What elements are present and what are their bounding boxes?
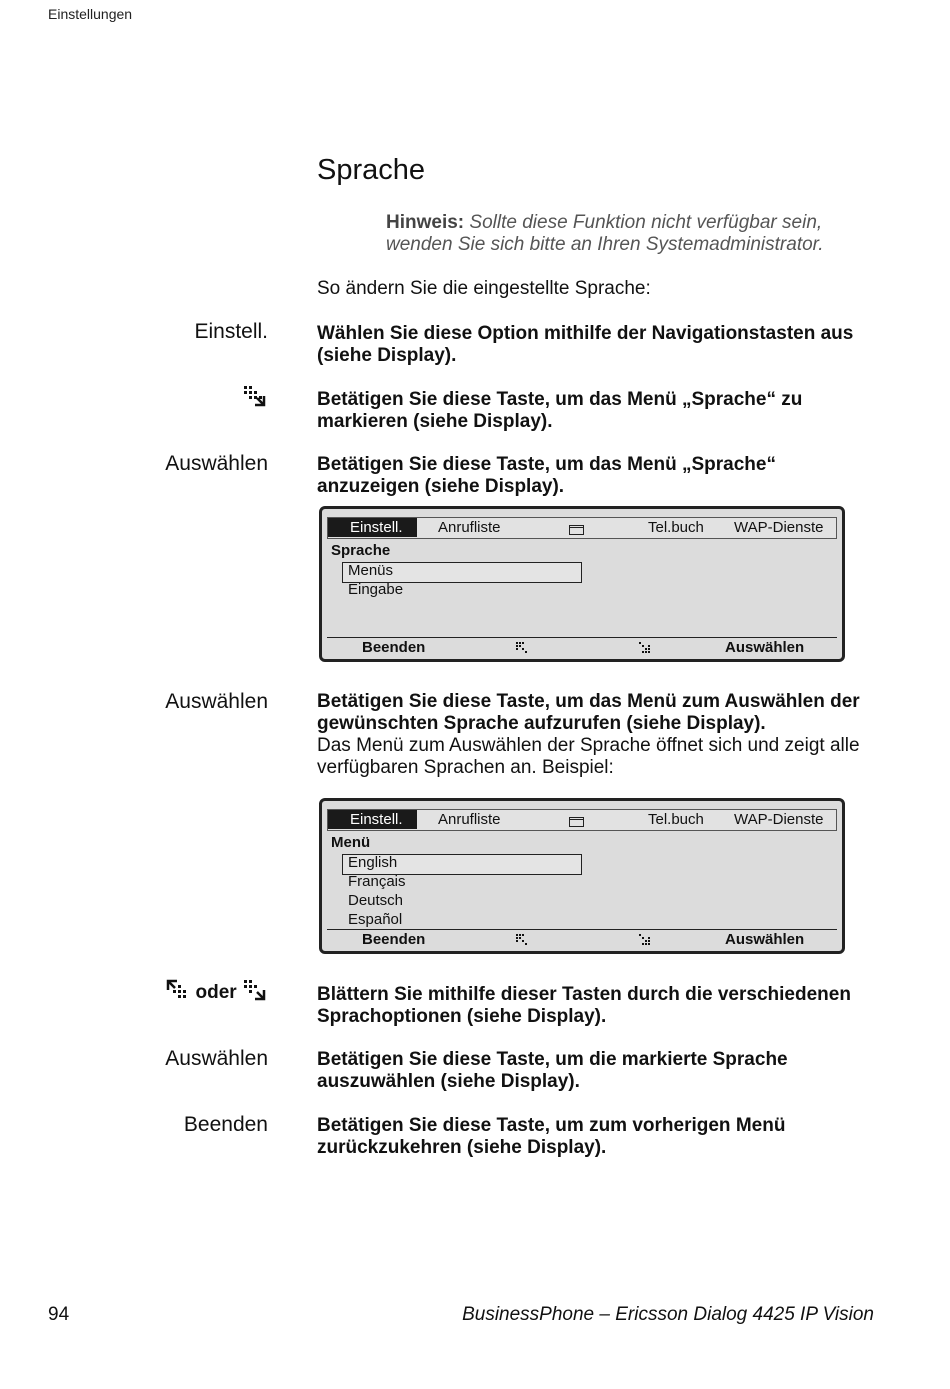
arrow-down-right-icon <box>242 384 268 414</box>
phone-display-menu <box>319 798 845 954</box>
arrow-down-right-icon <box>242 978 268 1004</box>
key-arrow-pair <box>164 978 268 1004</box>
display-tab: Anrufliste <box>438 811 501 828</box>
step-note-text: Das Menü zum Auswählen der Sprache öffnet sich und zeigt alle verfügbaren Sprachen an. Beispiel: <box>317 735 860 778</box>
page-number: 94 <box>48 1304 70 1325</box>
arrow-up-left-icon <box>164 978 190 1004</box>
display-tab: Tel.buch <box>648 811 704 828</box>
hint-text: Sollte diese Funktion nicht verfügbar sein, wenden Sie sich bitte an Ihren Systemadministrator. <box>386 212 824 255</box>
display-menu-item: Menüs <box>348 562 394 579</box>
display-softkey-bar <box>327 637 837 658</box>
step-main-text: Betätigen Sie diese Taste, um das Menü zum Auswählen der gewünschten Sprache aufzurufen (siehe Display). <box>317 691 860 734</box>
step-text: Betätigen Sie diese Taste, um das Menü „Sprache“ anzuzeigen (siehe Display). <box>317 454 776 497</box>
display-menu-item: Eingabe <box>348 581 404 598</box>
phone-display-sprache <box>319 506 845 662</box>
display-tab: Tel.buch <box>648 519 704 536</box>
hint-label: Hinweis: <box>386 212 465 233</box>
step-text: Wählen Sie diese Option mithilfe der Navigationstasten aus (siehe Display). <box>317 323 854 366</box>
softkey-left: Beenden <box>362 931 426 948</box>
display-tab: WAP-Dienste <box>734 519 824 536</box>
display-softkey-bar <box>327 929 837 950</box>
arrow-up-left-icon <box>515 641 529 658</box>
envelope-icon <box>569 814 584 832</box>
softkey-left: Beenden <box>362 639 426 656</box>
step-text: Blättern Sie mithilfe dieser Tasten durch die verschiedenen Sprachoptionen (siehe Display). <box>317 984 851 1027</box>
display-menu-item: English <box>348 854 398 871</box>
display-menu-item: Français <box>348 873 406 890</box>
display-menu-item: Deutsch <box>348 892 404 909</box>
step-text: Betätigen Sie diese Taste, um zum vorherigen Menü zurückzukehren (siehe Display). <box>317 1115 786 1158</box>
key-label: Auswählen <box>165 690 268 713</box>
display-tab-bar <box>327 517 837 539</box>
key-label: Auswählen <box>165 452 268 475</box>
display-tab: Einstell. <box>328 810 417 829</box>
display-tab: Anrufliste <box>438 519 501 536</box>
display-tab: Einstell. <box>328 518 417 537</box>
softkey-right: Auswählen <box>725 931 805 948</box>
envelope-icon <box>569 522 584 540</box>
display-heading: Menü <box>331 834 371 851</box>
intro-text: So ändern Sie die eingestellte Sprache: <box>317 278 651 299</box>
hint-note <box>386 212 866 256</box>
step-text <box>317 691 877 779</box>
header-section-label: Einstellungen <box>48 6 133 22</box>
arrow-down-right-icon <box>638 933 652 950</box>
page-title: Sprache <box>317 154 426 186</box>
softkey-right: Auswählen <box>725 639 805 656</box>
key-label: Auswählen <box>165 1047 268 1070</box>
arrow-up-left-icon <box>515 933 529 950</box>
step-text: Betätigen Sie diese Taste, um das Menü „Sprache“ zu markieren (siehe Display). <box>317 389 803 432</box>
display-tab: WAP-Dienste <box>734 811 824 828</box>
arrow-down-right-icon <box>638 641 652 658</box>
display-heading: Sprache <box>331 542 391 559</box>
display-tab-bar <box>327 809 837 831</box>
key-label: Einstell. <box>194 320 268 343</box>
step-text: Betätigen Sie diese Taste, um die markierte Sprache auszuwählen (siehe Display). <box>317 1049 788 1092</box>
key-label: Beenden <box>183 1113 268 1136</box>
oder-label: oder <box>195 982 237 1003</box>
footer-title: BusinessPhone – Ericsson Dialog 4425 IP Vision <box>462 1304 874 1325</box>
display-menu-item: Español <box>348 911 403 928</box>
